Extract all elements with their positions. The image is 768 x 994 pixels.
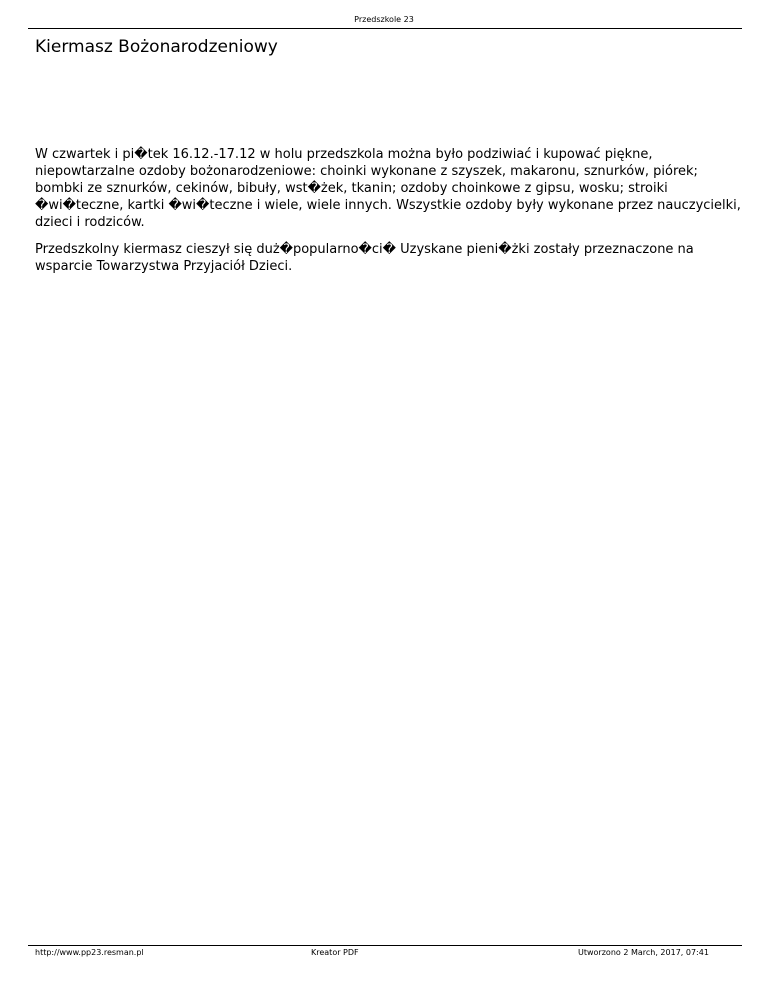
header-divider [28,28,742,29]
article-paragraph: Przedszkolny kiermasz cieszył się duż�popularno�ci� Uzyskane pieni�żki zostały przeznaczone na wsparcie Towarzystwa Przyjaciół Dzieci. [35,242,694,274]
footer-url: http://www.pp23.resman.pl [35,948,144,957]
footer-created-date: Utworzono 2 March, 2017, 07:41 [578,948,709,957]
article-body [35,146,747,285]
footer-generator: Kreator PDF [311,948,359,957]
footer-divider [28,945,742,946]
article-title: Kiermasz Bożonarodzeniowy [35,37,278,57]
page-header: Przedszkole 23 [354,15,414,24]
article-paragraph: W czwartek i pi�tek 16.12.-17.12 w holu przedszkola można było podziwiać i kupować piękne, niepowtarzalne ozdoby bożonarodzeniowe: choinki wykonane z szyszek, makaronu, sznurków, piórek; bombki ze sznurków, cekinów, bibuły, wst�żek, tkanin; ozdoby choinkowe z gipsu, wosku; stroiki �wi�teczne, kartki �wi�teczne i wiele, wiele innych. Wszystkie ozdoby były wykonane przez nauczycielki, dzieci i rodziców. [35,147,741,230]
